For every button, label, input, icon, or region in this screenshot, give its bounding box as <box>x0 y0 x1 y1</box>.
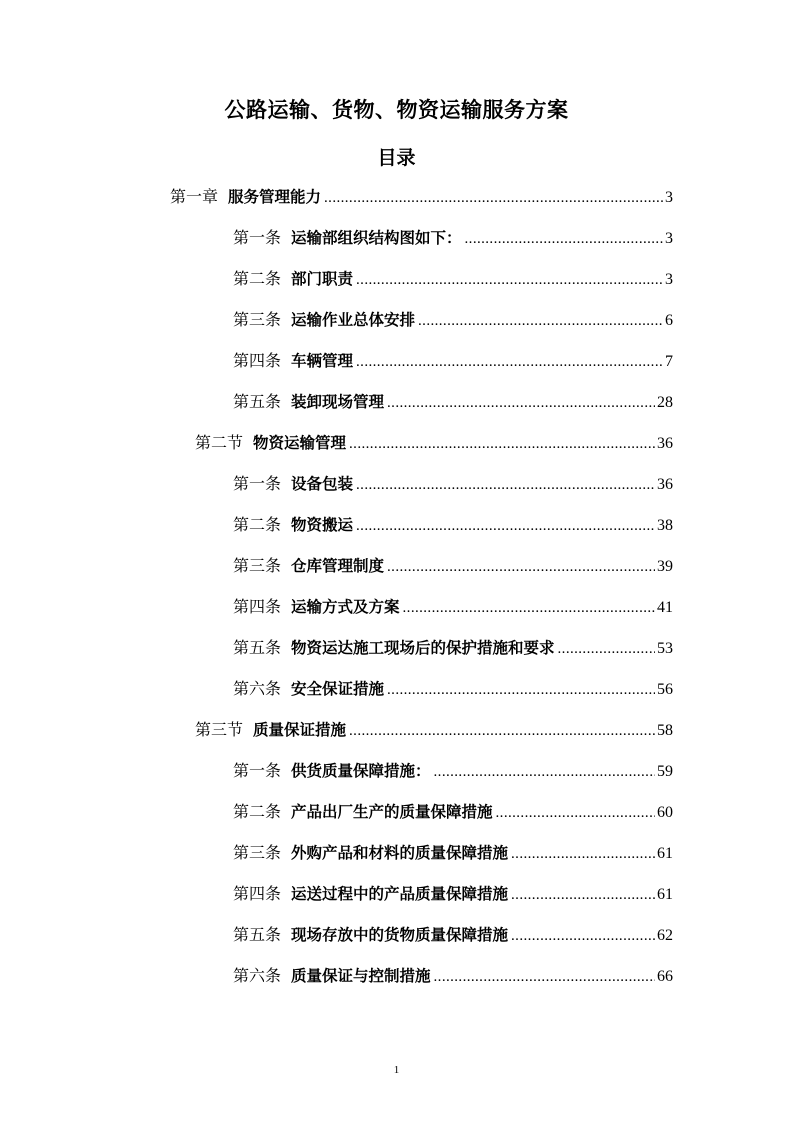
toc-entry-title: 现场存放中的货物质量保障措施 <box>291 926 509 944</box>
toc-entry-title: 运输方式及方案 <box>291 598 400 616</box>
toc-entry-title: 设备包装 <box>291 475 354 493</box>
toc-entry-title: 物资搬运 <box>291 516 354 534</box>
toc-entry[interactable] <box>233 345 673 377</box>
toc-entry[interactable] <box>233 263 673 295</box>
toc-entry[interactable] <box>233 386 673 418</box>
toc-entry-title: 物资运达施工现场后的保护措施和要求 <box>291 639 555 657</box>
toc-entry[interactable] <box>195 427 673 459</box>
toc-entry-number: 第三条 <box>233 843 282 862</box>
toc-entry-page: 58 <box>657 722 673 739</box>
toc-entry-number: 第四条 <box>233 884 282 903</box>
toc-entry-number: 第一条 <box>233 228 282 247</box>
toc-leader-dots <box>434 961 655 993</box>
toc-entry-page: 41 <box>657 599 673 616</box>
page-number: 1 <box>393 1064 400 1076</box>
toc-entry-page: 60 <box>657 804 673 821</box>
toc-entry-page: 3 <box>665 230 673 247</box>
toc-entry[interactable] <box>233 222 673 254</box>
toc-leader-dots <box>349 715 655 747</box>
toc-leader-dots <box>496 797 655 829</box>
toc-entry-page: 62 <box>657 927 673 944</box>
toc-leader-dots <box>465 223 663 255</box>
toc-entry-number: 第四条 <box>233 351 282 370</box>
toc-entry-title: 运送过程中的产品质量保障措施 <box>291 885 509 903</box>
toc-entry[interactable] <box>170 181 673 213</box>
toc-leader-dots <box>387 551 655 583</box>
toc-entry-page: 36 <box>657 435 673 452</box>
toc-entry-page: 61 <box>657 845 673 862</box>
toc-entry-title: 车辆管理 <box>291 352 354 370</box>
toc-leader-dots <box>356 469 655 501</box>
toc-entry-title: 质量保证与控制措施 <box>291 967 431 985</box>
toc-entry-page: 53 <box>657 640 673 657</box>
toc-entry-title: 质量保证措施 <box>253 721 347 739</box>
toc-entry-title: 物资运输管理 <box>253 434 347 452</box>
toc-entry-number: 第二条 <box>233 269 282 288</box>
toc-entry-page: 6 <box>665 312 673 329</box>
toc-entry[interactable] <box>233 837 673 869</box>
toc-entry-page: 3 <box>665 271 673 288</box>
toc-entry[interactable] <box>233 509 673 541</box>
toc-entry-title: 服务管理能力 <box>228 188 322 206</box>
toc-entry[interactable] <box>233 468 673 500</box>
toc-entry-title: 产品出厂生产的质量保障措施 <box>291 803 493 821</box>
toc-entry-page: 7 <box>665 353 673 370</box>
document-title: 公路运输、货物、物资运输服务方案 <box>224 98 569 122</box>
toc-entry-number: 第一条 <box>233 474 282 493</box>
toc-entry-title: 装卸现场管理 <box>291 393 385 411</box>
toc-leader-dots <box>558 633 655 665</box>
toc-leader-dots <box>387 387 655 419</box>
toc-leader-dots <box>387 674 655 706</box>
toc-leader-dots <box>356 346 663 378</box>
toc-entry[interactable] <box>233 591 673 623</box>
toc-entry-number: 第三条 <box>233 556 282 575</box>
toc-entry[interactable] <box>233 673 673 705</box>
toc-entry[interactable] <box>233 550 673 582</box>
toc-entry-page: 59 <box>657 763 673 780</box>
toc-entry[interactable] <box>233 755 673 787</box>
toc-entry-title: 仓库管理制度 <box>291 557 385 575</box>
toc-entry-title: 外购产品和材料的质量保障措施 <box>291 844 509 862</box>
toc-entry[interactable] <box>233 796 673 828</box>
toc-entry-page: 38 <box>657 517 673 534</box>
toc-leader-dots <box>403 592 655 624</box>
toc-entry-number: 第六条 <box>233 966 282 985</box>
toc-entry[interactable] <box>233 304 673 336</box>
toc-entry-number: 第二条 <box>233 802 282 821</box>
toc-entry-title: 部门职责 <box>291 270 354 288</box>
toc-entry-page: 56 <box>657 681 673 698</box>
toc-entry-number: 第五条 <box>233 638 282 657</box>
toc-heading: 目录 <box>377 147 416 169</box>
toc-entry-page: 39 <box>657 558 673 575</box>
toc-entry-number: 第五条 <box>233 392 282 411</box>
toc-entry-page: 66 <box>657 968 673 985</box>
toc-entry-number: 第六条 <box>233 679 282 698</box>
toc-entry-number: 第五条 <box>233 925 282 944</box>
toc-leader-dots <box>511 879 655 911</box>
toc-entry-page: 36 <box>657 476 673 493</box>
toc-entry[interactable] <box>233 919 673 951</box>
toc-leader-dots <box>356 510 655 542</box>
toc-entry-page: 28 <box>657 394 673 411</box>
toc-entry-number: 第四条 <box>233 597 282 616</box>
toc-entry-number: 第二条 <box>233 515 282 534</box>
toc-entry-title: 运输部组织结构图如下： <box>291 229 462 247</box>
toc-entry-title: 运输作业总体安排 <box>291 311 416 329</box>
toc-entry[interactable] <box>233 960 673 992</box>
toc-entry-number: 第三条 <box>233 310 282 329</box>
toc-leader-dots <box>356 264 663 296</box>
toc-leader-dots <box>434 756 655 788</box>
toc-entry-page: 3 <box>665 189 673 206</box>
toc-leader-dots <box>324 182 663 214</box>
toc-leader-dots <box>511 920 655 952</box>
toc-entry-number: 第二节 <box>195 433 244 452</box>
toc-leader-dots <box>511 838 655 870</box>
toc-entry-title: 供货质量保障措施： <box>291 762 431 780</box>
toc-entry[interactable] <box>233 878 673 910</box>
toc-entry-title: 安全保证措施 <box>291 680 385 698</box>
toc-entry-number: 第三节 <box>195 720 244 739</box>
toc-entry-number: 第一条 <box>233 761 282 780</box>
toc-leader-dots <box>349 428 655 460</box>
toc-leader-dots <box>418 305 663 337</box>
toc-entry[interactable] <box>233 632 673 664</box>
toc-entry[interactable] <box>195 714 673 746</box>
toc-entry-page: 61 <box>657 886 673 903</box>
toc-entry-number: 第一章 <box>170 187 219 206</box>
